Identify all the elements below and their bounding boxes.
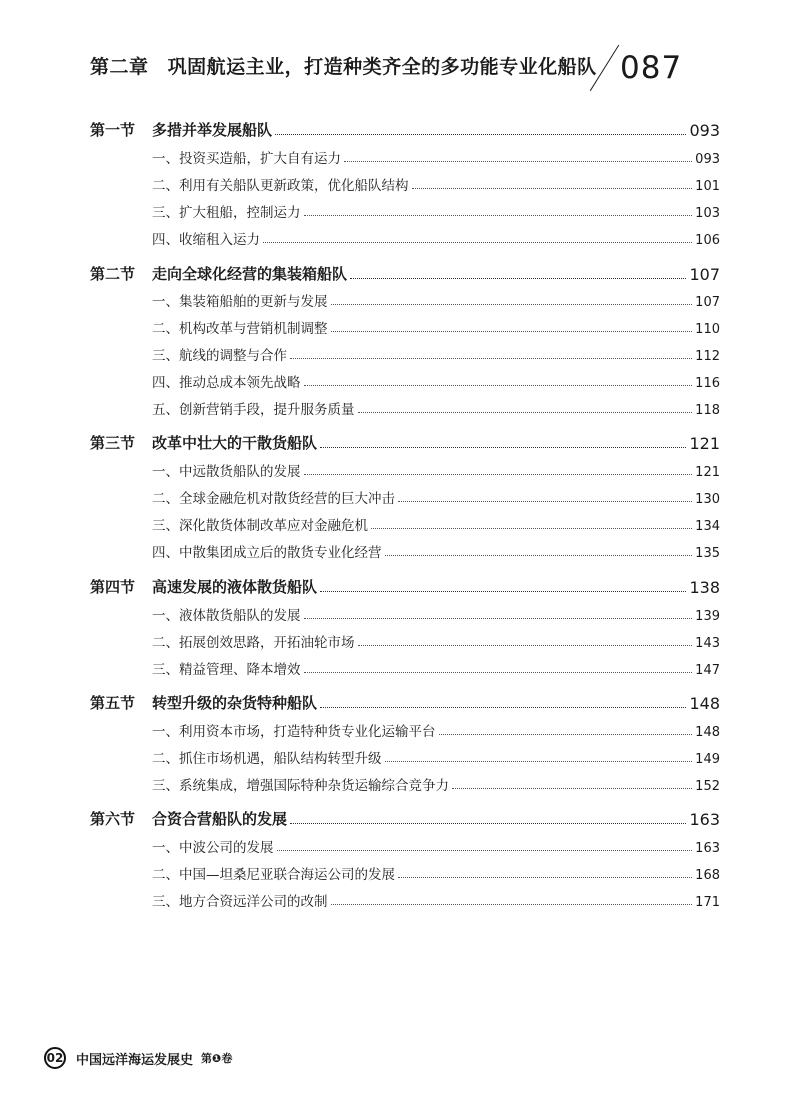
toc-section-1[interactable] <box>90 118 720 140</box>
chapter-title <box>90 52 597 79</box>
entry-page: 148 <box>695 725 720 740</box>
entry-page: 168 <box>695 868 720 883</box>
section-page: 163 <box>689 810 720 829</box>
entry-title: 二、机构改革与营销机制调整 <box>152 321 328 337</box>
section-label: 第五节 <box>90 694 136 712</box>
entry-title: 二、拓展创效思路，开拓油轮市场 <box>152 635 355 651</box>
toc-section-2[interactable] <box>90 262 720 284</box>
entry-title: 四、收缩租入运力 <box>152 232 260 248</box>
dot-leader <box>277 849 693 851</box>
section-page: 093 <box>689 121 720 140</box>
section-label: 第三节 <box>90 434 136 452</box>
entry-page: 149 <box>695 752 720 767</box>
toc-entry[interactable] <box>90 396 720 418</box>
toc-section-6[interactable] <box>90 807 720 829</box>
entry-title: 二、全球金融危机对散货经营的巨大冲击 <box>152 491 395 507</box>
entry-title: 三、精益管理、降本增效 <box>152 662 301 678</box>
section-label: 第二节 <box>90 265 136 283</box>
dot-leader <box>358 411 693 413</box>
toc-entry[interactable] <box>90 888 720 910</box>
entry-title: 一、液体散货船队的发展 <box>152 608 301 624</box>
section-title: 转型升级的杂货特种船队 <box>152 694 318 712</box>
toc-entry[interactable] <box>90 629 720 651</box>
toc-entry[interactable] <box>90 834 720 856</box>
section-title: 多措并举发展船队 <box>152 121 273 139</box>
dot-leader <box>290 357 692 359</box>
dot-leader <box>331 903 693 905</box>
entry-page: 171 <box>695 895 720 910</box>
entry-title: 一、投资买造船，扩大自有运力 <box>152 151 341 167</box>
section-title: 合资合营船队的发展 <box>152 810 288 828</box>
entry-page: 152 <box>695 779 720 794</box>
toc-entry[interactable] <box>90 656 720 678</box>
dot-leader <box>331 330 693 332</box>
entry-page: 121 <box>695 465 720 480</box>
book-title: 中国远洋海运发展史 <box>76 1052 194 1068</box>
volume-label: 第❶卷 <box>201 1052 233 1065</box>
entry-page: 135 <box>695 546 720 561</box>
dot-leader <box>275 133 686 135</box>
dot-leader <box>304 214 693 216</box>
entry-title: 二、利用有关船队更新政策，优化船队结构 <box>152 178 409 194</box>
entry-page: 143 <box>695 636 720 651</box>
toc-entry[interactable] <box>90 145 720 167</box>
entry-page: 118 <box>695 403 720 418</box>
entry-title: 一、利用资本市场，打造特种货专业化运输平台 <box>152 724 436 740</box>
page-number-badge: 02 <box>44 1047 66 1069</box>
section-page: 138 <box>689 578 720 597</box>
chapter-number: 第二章 <box>90 56 149 78</box>
toc-entry[interactable] <box>90 226 720 248</box>
entry-page: 101 <box>695 179 720 194</box>
entry-title: 一、中波公司的发展 <box>152 840 274 856</box>
toc-entry[interactable] <box>90 861 720 883</box>
toc-entry[interactable] <box>90 718 720 740</box>
dot-leader <box>350 277 686 279</box>
toc-section-5[interactable] <box>90 691 720 713</box>
section-label: 第六节 <box>90 810 136 828</box>
toc-section-3[interactable] <box>90 431 720 453</box>
dot-leader <box>263 241 692 243</box>
dot-leader <box>304 671 693 673</box>
entry-page: 107 <box>695 295 720 310</box>
dot-leader <box>320 446 686 448</box>
section-label: 第一节 <box>90 121 136 139</box>
dot-leader <box>331 303 693 305</box>
dot-leader <box>290 822 686 824</box>
toc-entry[interactable] <box>90 485 720 507</box>
entry-page: 093 <box>695 152 720 167</box>
toc-entry[interactable] <box>90 315 720 337</box>
dot-leader <box>304 473 693 475</box>
dot-leader <box>385 554 693 556</box>
entry-title: 一、中远散货船队的发展 <box>152 464 301 480</box>
dot-leader <box>412 187 693 189</box>
entry-page: 112 <box>695 349 720 364</box>
entry-title: 四、推动总成本领先战略 <box>152 375 301 391</box>
entry-page: 103 <box>695 206 720 221</box>
dot-leader <box>304 617 693 619</box>
entry-page: 139 <box>695 609 720 624</box>
toc-entry[interactable] <box>90 539 720 561</box>
entry-title: 三、扩大租船，控制运力 <box>152 205 301 221</box>
entry-title: 二、中国—坦桑尼亚联合海运公司的发展 <box>152 867 395 883</box>
entry-title: 四、中散集团成立后的散货专业化经营 <box>152 545 382 561</box>
entry-page: 163 <box>695 841 720 856</box>
dot-leader <box>439 733 693 735</box>
dot-leader <box>385 760 693 762</box>
toc-entry[interactable] <box>90 745 720 767</box>
section-page: 121 <box>689 434 720 453</box>
chapter-header <box>0 0 790 100</box>
section-page: 107 <box>689 265 720 284</box>
entry-title: 三、地方合资远洋公司的改制 <box>152 894 328 910</box>
entry-page: 147 <box>695 663 720 678</box>
entry-page: 106 <box>695 233 720 248</box>
entry-title: 三、深化散货体制改革应对金融危机 <box>152 518 368 534</box>
dot-leader <box>304 384 693 386</box>
toc-entry[interactable] <box>90 602 720 624</box>
section-title: 走向全球化经营的集装箱船队 <box>152 265 348 283</box>
chapter-page-number: 087 <box>620 50 683 86</box>
dot-leader <box>452 787 692 789</box>
entry-title: 五、创新营销手段，提升服务质量 <box>152 402 355 418</box>
dot-leader <box>398 876 692 878</box>
toc-entry[interactable] <box>90 172 720 194</box>
entry-page: 130 <box>695 492 720 507</box>
toc-entry[interactable] <box>90 772 720 794</box>
section-title: 高速发展的液体散货船队 <box>152 578 318 596</box>
dot-leader <box>358 644 693 646</box>
entry-page: 110 <box>695 322 720 337</box>
toc-entry[interactable] <box>90 458 720 480</box>
toc-section-4[interactable] <box>90 575 720 597</box>
dot-leader <box>344 160 692 162</box>
dot-leader <box>320 706 686 708</box>
entry-title: 一、集装箱船舶的更新与发展 <box>152 294 328 310</box>
toc-entry[interactable] <box>90 199 720 221</box>
entry-page: 134 <box>695 519 720 534</box>
page-footer <box>44 1046 232 1070</box>
toc-entry[interactable] <box>90 512 720 534</box>
chapter-title-text: 巩固航运主业，打造种类齐全的多功能专业化船队 <box>167 56 597 78</box>
dot-leader <box>371 527 692 529</box>
entry-title: 二、抓住市场机遇，船队结构转型升级 <box>152 751 382 767</box>
entry-title: 三、系统集成，增强国际特种杂货运输综合竞争力 <box>152 778 449 794</box>
toc-entry[interactable] <box>90 369 720 391</box>
entry-title: 三、航线的调整与合作 <box>152 348 287 364</box>
dot-leader <box>398 500 692 502</box>
section-page: 148 <box>689 694 720 713</box>
section-label: 第四节 <box>90 578 136 596</box>
toc-entry[interactable] <box>90 342 720 364</box>
section-title: 改革中壮大的干散货船队 <box>152 434 318 452</box>
toc-entry[interactable] <box>90 288 720 310</box>
entry-page: 116 <box>695 376 720 391</box>
dot-leader <box>320 590 686 592</box>
